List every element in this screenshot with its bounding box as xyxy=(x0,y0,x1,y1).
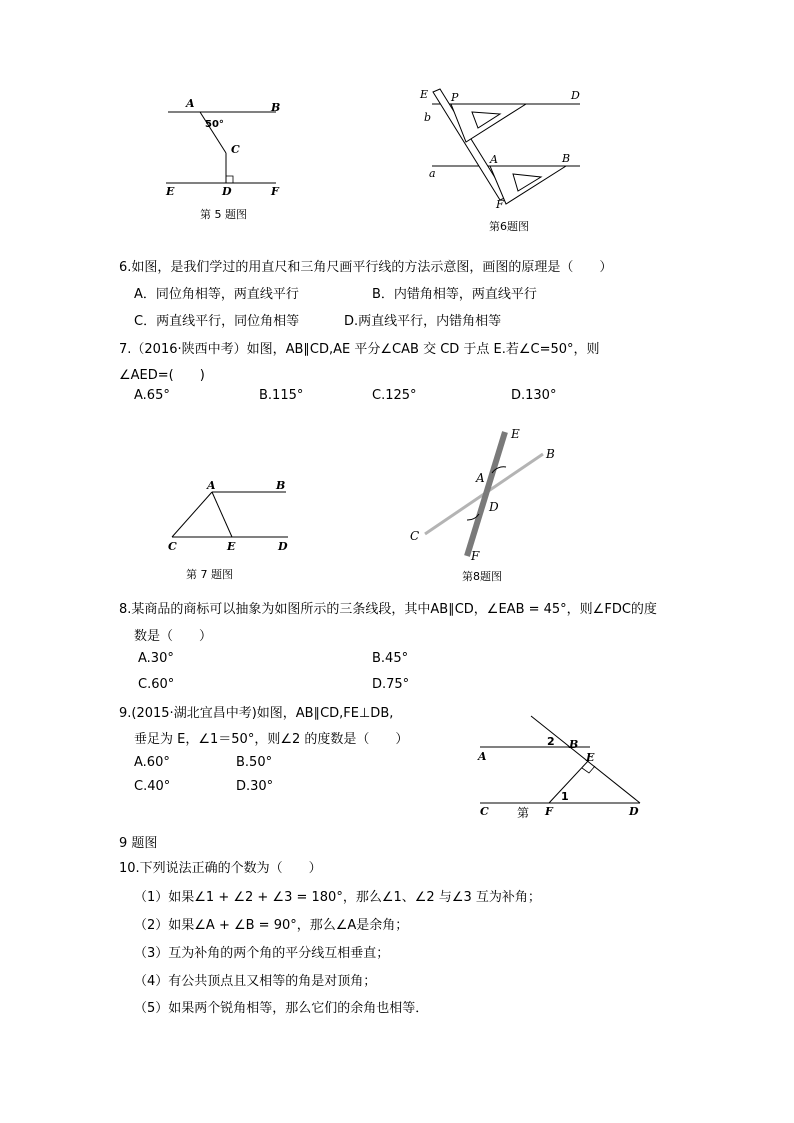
q8-option-c: C.60° xyxy=(138,677,175,692)
fig9-label-B: B xyxy=(569,738,579,751)
fig9-label-A: A xyxy=(478,750,487,763)
q6-option-d: D.两直线平行，内错角相等 xyxy=(344,314,502,329)
fig8-label-D: D xyxy=(489,500,499,514)
q9-option-d: D.30° xyxy=(236,779,274,794)
q7-option-b: B.115° xyxy=(259,388,304,403)
fig7-label-E: E xyxy=(227,540,236,553)
q10-item-2: （2）如果∠A + ∠B = 90°，那么∠A是余角； xyxy=(134,918,409,933)
fig8-label-E: E xyxy=(511,427,520,441)
q6-option-b: B．内错角相等，两直线平行 xyxy=(372,287,537,302)
fig5-label-B: B xyxy=(271,101,281,114)
fig6-caption: 第6题图 xyxy=(489,220,529,233)
q10-stem: 10.下列说法正确的个数为（ ） xyxy=(119,861,322,876)
q10-item-4: （4）有公共顶点且又相等的角是对顶角； xyxy=(134,974,377,989)
fig5-angle-label: 50° xyxy=(205,119,224,130)
fig9-angle-2: 2 xyxy=(547,735,555,748)
q10-item-5: （5）如果两个锐角相等，那么它们的余角也相等． xyxy=(134,1001,429,1016)
q9-stem: 9.(2015·湖北宜昌中考)如图，AB∥CD,FE⊥DB, xyxy=(119,706,394,721)
q9-option-b: B.50° xyxy=(236,755,273,770)
fig6-label-P: P xyxy=(451,91,459,104)
fig8-label-B: B xyxy=(546,447,555,461)
fig9-angle-1: 1 xyxy=(561,790,569,803)
q7-option-c: C.125° xyxy=(372,388,417,403)
fig9-label-D: D xyxy=(629,805,639,818)
q6-option-c: C．两直线平行，同位角相等 xyxy=(134,314,300,329)
q10-item-1: （1）如果∠1 + ∠2 + ∠3 = 180°，那么∠1、∠2 与∠3 互为补角； xyxy=(134,890,541,905)
q10-item-3: （3）互为补角的两个角的平分线互相垂直； xyxy=(134,946,390,961)
fig9-label-F: F xyxy=(545,805,553,818)
q8-option-a: A.30° xyxy=(138,651,174,666)
fig9-label-E: E xyxy=(586,751,595,764)
fig5-label-D: D xyxy=(222,185,232,198)
q6-stem: 6.如图，是我们学过的用直尺和三角尺画平行线的方法示意图，画图的原理是（ ） xyxy=(119,260,613,275)
fig9-caption-head: 第 xyxy=(517,806,530,820)
fig6-label-A: A xyxy=(490,153,498,166)
fig5-label-C: C xyxy=(231,143,240,156)
fig6-label-b: b xyxy=(424,111,432,124)
fig6-label-E: E xyxy=(420,88,429,101)
q8-option-d: D.75° xyxy=(372,677,410,692)
q7-stem: 7.（2016·陕西中考）如图，AB∥CD,AE 平分∠CAB 交 CD 于点 E.若∠C=50°，则 xyxy=(119,342,600,357)
q7-stem-line2: ∠AED=( ) xyxy=(119,368,205,383)
q9-option-a: A.60° xyxy=(134,755,170,770)
q9-option-c: C.40° xyxy=(134,779,171,794)
q7-option-a: A.65° xyxy=(134,388,170,403)
fig7-label-D: D xyxy=(278,540,288,553)
fig6-label-B: B xyxy=(562,152,571,165)
fig9-label-C: C xyxy=(480,805,489,818)
q9-caption-tail: 9 题图 xyxy=(119,836,158,851)
fig8-caption: 第8题图 xyxy=(462,570,502,583)
fig8-label-A: A xyxy=(476,471,485,485)
fig7-caption: 第 7 题图 xyxy=(186,568,233,581)
q8-stem: 8.某商品的商标可以抽象为如图所示的三条线段，其中AB∥CD，∠EAB = 45°，则∠FDC的度 xyxy=(119,602,657,617)
fig6-label-D: D xyxy=(571,89,580,102)
fig7-label-A: A xyxy=(207,479,216,492)
fig5-label-A: A xyxy=(186,97,195,110)
q8-stem-line2: 数是（ ） xyxy=(134,629,213,644)
fig5-label-E: E xyxy=(166,185,175,198)
fig6-label-F: F xyxy=(496,198,504,211)
q6-option-a: A．同位角相等，两直线平行 xyxy=(134,287,299,302)
fig8-label-F: F xyxy=(471,549,480,563)
q9-stem-line2: 垂足为 E，∠1＝50°，则∠2 的度数是（ ） xyxy=(134,732,409,747)
fig8-label-C: C xyxy=(410,529,420,543)
q7-option-d: D.130° xyxy=(511,388,557,403)
q8-option-b: B.45° xyxy=(372,651,409,666)
fig5-label-F: F xyxy=(271,185,279,198)
fig6-label-a: a xyxy=(429,167,436,180)
fig7-label-B: B xyxy=(276,479,286,492)
fig5-caption: 第 5 题图 xyxy=(200,208,247,221)
fig7-label-C: C xyxy=(168,540,177,553)
